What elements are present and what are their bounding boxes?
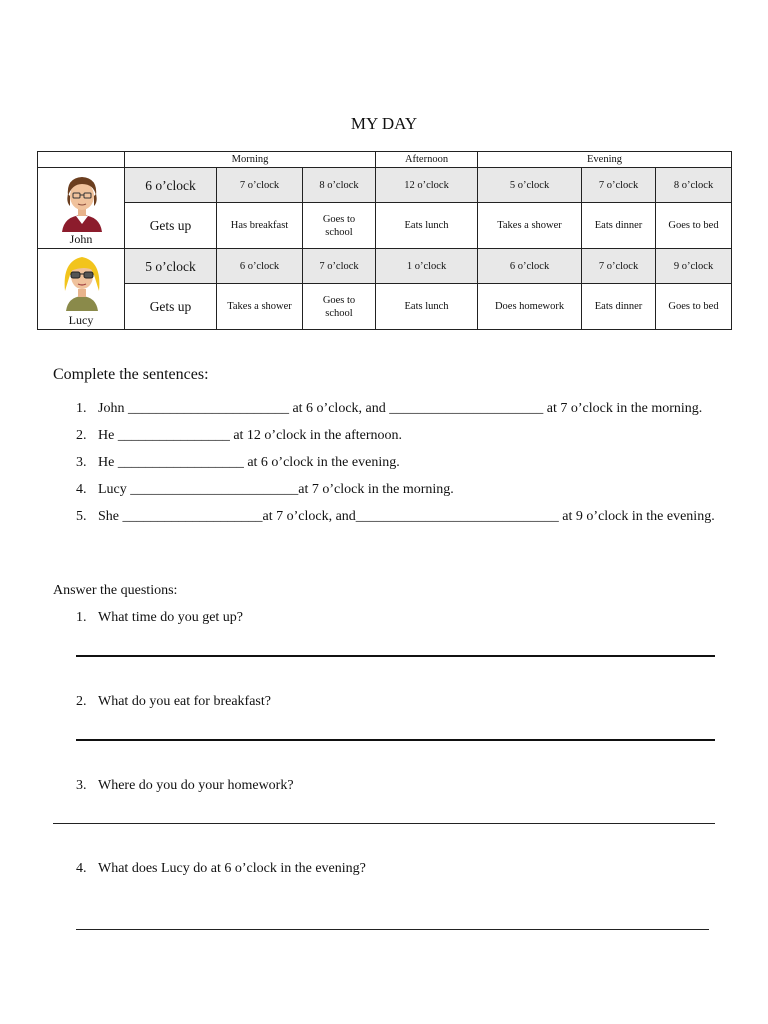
sentence-item[interactable] [76, 395, 736, 422]
sentence-text: He __________________ at 6 o’clock in the evening. [98, 455, 400, 470]
sentence-item[interactable] [76, 503, 736, 530]
activity-cell: Does homework [478, 284, 582, 330]
time-cell: 9 o’clock [656, 249, 732, 284]
activity-cell: Eats dinner [582, 203, 656, 249]
complete-sentences-heading: Complete the sentences: [53, 366, 209, 383]
time-cell: 6 o’clock [217, 249, 303, 284]
sentence-item[interactable] [76, 449, 736, 476]
lucy-avatar-icon [60, 251, 104, 311]
question-item [76, 694, 271, 710]
question-item [76, 778, 294, 794]
schedule-table [37, 151, 732, 330]
sentence-text: He ________________ at 12 o’clock in the afternoon. [98, 428, 403, 443]
time-cell: 8 o’clock [656, 168, 732, 203]
period-afternoon: Afternoon [376, 152, 478, 168]
question-number: 2. [76, 694, 87, 709]
activity-cell: Goes to bed [656, 284, 732, 330]
time-cell: 7 o’clock [582, 249, 656, 284]
question-text: Where do you do your homework? [98, 778, 294, 793]
time-cell: 5 o’clock [125, 249, 217, 284]
time-cell: 7 o’clock [217, 168, 303, 203]
period-morning: Morning [125, 152, 376, 168]
lucy-name: Lucy [68, 313, 94, 327]
question-text: What time do you get up? [98, 610, 244, 625]
activity-cell: Goes to school [303, 284, 376, 330]
time-cell: 7 o’clock [303, 249, 376, 284]
lucy-times-row [38, 249, 732, 284]
john-name: John [69, 232, 93, 246]
sentence-item[interactable] [76, 422, 736, 449]
lucy-activities-row [38, 284, 732, 330]
sentence-text: Lucy ________________________at 7 o’clock in the morning. [98, 482, 454, 497]
page-title: MY DAY [350, 114, 418, 133]
sentence-number: 5. [76, 509, 87, 524]
sentence-text: She ____________________at 7 o’clock, and_____________________________ at 9 o’clock in the evening. [98, 509, 715, 524]
activity-cell: Goes to school [303, 203, 376, 249]
time-cell: 5 o’clock [478, 168, 582, 203]
john-activities-row [38, 203, 732, 249]
sentence-number: 4. [76, 482, 87, 497]
period-header-row [38, 152, 732, 168]
period-evening: Evening [478, 152, 732, 168]
sentence-number: 1. [76, 401, 87, 416]
activity-cell: Eats dinner [582, 284, 656, 330]
time-cell: 7 o’clock [582, 168, 656, 203]
empty-corner-cell [38, 152, 125, 168]
time-cell: 8 o’clock [303, 168, 376, 203]
time-cell: 6 o’clock [125, 168, 217, 203]
answer-line-1[interactable] [76, 655, 715, 657]
activity-cell: Eats lunch [376, 284, 478, 330]
john-person-cell [38, 168, 125, 249]
question-item [76, 610, 243, 626]
sentence-item[interactable] [76, 476, 736, 503]
sentence-text: John _______________________ at 6 o’clock, and ______________________ at 7 o’clock in the morning. [98, 401, 703, 416]
answer-line-4[interactable] [76, 929, 709, 930]
question-text: What does Lucy do at 6 o’clock in the evening? [98, 861, 366, 876]
lucy-person-cell [38, 249, 125, 330]
john-times-row [38, 168, 732, 203]
answer-line-2[interactable] [76, 739, 715, 741]
john-avatar-icon [60, 172, 104, 232]
time-cell: 6 o’clock [478, 249, 582, 284]
activity-cell: Takes a shower [478, 203, 582, 249]
time-cell: 12 o’clock [376, 168, 478, 203]
answer-questions-heading: Answer the questions: [53, 583, 178, 598]
question-text: What do you eat for breakfast? [98, 694, 271, 709]
sentence-list [76, 395, 736, 530]
activity-cell: Gets up [125, 284, 217, 330]
answer-line-3[interactable] [53, 823, 715, 824]
activity-cell: Takes a shower [217, 284, 303, 330]
sentence-number: 2. [76, 428, 87, 443]
time-cell: 1 o’clock [376, 249, 478, 284]
activity-cell: Eats lunch [376, 203, 478, 249]
sentence-number: 3. [76, 455, 87, 470]
activity-cell: Goes to bed [656, 203, 732, 249]
question-item [76, 861, 366, 877]
question-number: 1. [76, 610, 87, 625]
activity-cell: Has breakfast [217, 203, 303, 249]
activity-cell: Gets up [125, 203, 217, 249]
question-number: 4. [76, 861, 87, 876]
question-number: 3. [76, 778, 87, 793]
